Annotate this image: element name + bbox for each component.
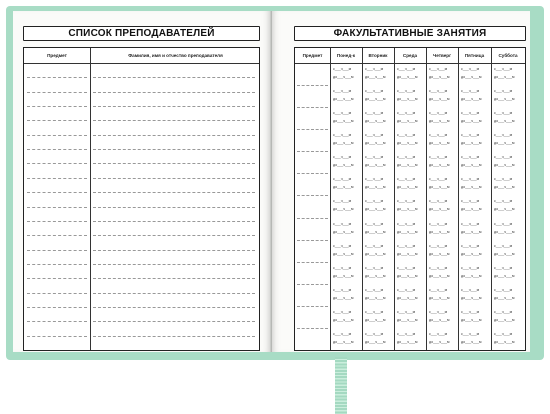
time-from-field: с___ч___м <box>429 111 448 116</box>
table-row-line <box>27 264 87 265</box>
table-row-line <box>93 235 255 236</box>
teachers-list-title: СПИСОК ПРЕПОДАВАТЕЛЕЙ <box>23 26 260 41</box>
table-row-line <box>27 163 87 164</box>
block-divider <box>297 151 328 152</box>
time-to-field: до___ч___м <box>429 119 450 124</box>
table-row-line <box>93 250 255 251</box>
table-row-line <box>27 221 87 222</box>
time-to-field: до___ч___м <box>494 185 515 190</box>
table-row-line <box>27 293 87 294</box>
time-from-field: с___ч___м <box>461 309 480 314</box>
time-from-field: с___ч___м <box>429 243 448 248</box>
time-to-field: до___ч___м <box>429 273 450 278</box>
time-to-field: до___ч___м <box>494 141 515 146</box>
left-page <box>13 11 271 352</box>
time-from-field: с___ч___м <box>494 89 513 94</box>
time-to-field: до___ч___м <box>365 229 386 234</box>
time-from-field: с___ч___м <box>397 133 416 138</box>
time-from-field: с___ч___м <box>365 133 384 138</box>
time-from-field: с___ч___м <box>461 155 480 160</box>
time-from-field: с___ч___м <box>494 67 513 71</box>
time-from-field: с___ч___м <box>365 67 384 71</box>
time-to-field: до___ч___м <box>461 295 482 300</box>
time-to-field: до___ч___м <box>333 229 354 234</box>
time-to-field: до___ч___м <box>365 295 386 300</box>
block-divider <box>297 195 328 196</box>
electives-table <box>294 47 526 351</box>
time-to-field: до___ч___м <box>397 163 418 168</box>
time-to-field: до___ч___м <box>461 207 482 212</box>
time-to-field: до___ч___м <box>397 97 418 102</box>
time-from-field: с___ч___м <box>365 331 384 336</box>
time-from-field: с___ч___м <box>494 199 513 204</box>
time-to-field: до___ч___м <box>333 295 354 300</box>
time-from-field: с___ч___м <box>397 331 416 336</box>
block-divider <box>297 262 328 263</box>
time-from-field: с___ч___м <box>494 221 513 226</box>
time-from-field: с___ч___м <box>429 265 448 270</box>
table-row-line <box>27 235 87 236</box>
time-from-field: с___ч___м <box>494 177 513 182</box>
time-to-field: до___ч___м <box>429 207 450 212</box>
time-from-field: с___ч___м <box>461 199 480 204</box>
time-from-field: с___ч___м <box>494 243 513 248</box>
time-from-field: с___ч___м <box>461 133 480 138</box>
time-to-field: до___ч___м <box>397 75 418 79</box>
time-to-field: до___ч___м <box>494 251 515 256</box>
time-to-field: до___ч___м <box>333 251 354 256</box>
time-from-field: с___ч___м <box>333 177 352 182</box>
time-to-field: до___ч___м <box>494 273 515 278</box>
time-to-field: до___ч___м <box>494 75 515 79</box>
time-from-field: с___ч___м <box>333 243 352 248</box>
time-to-field: до___ч___м <box>461 251 482 256</box>
time-to-field: до___ч___м <box>429 185 450 190</box>
time-to-field: до___ч___м <box>429 163 450 168</box>
column-header: Среда <box>402 53 418 58</box>
time-to-field: до___ч___м <box>429 317 450 322</box>
table-row-line <box>93 321 255 322</box>
time-from-field: с___ч___м <box>333 133 352 138</box>
table-row-line <box>93 307 255 308</box>
table-row-line <box>27 192 87 193</box>
time-from-field: с___ч___м <box>333 67 352 71</box>
time-to-field: до___ч___м <box>461 97 482 102</box>
time-to-field: до___ч___м <box>494 317 515 322</box>
time-to-field: до___ч___м <box>494 229 515 234</box>
time-to-field: до___ч___м <box>333 207 354 212</box>
bookmark-ribbon <box>335 357 347 414</box>
time-to-field: до___ч___м <box>461 317 482 322</box>
time-from-field: с___ч___м <box>429 133 448 138</box>
table-row-line <box>27 207 87 208</box>
time-to-field: до___ч___м <box>397 119 418 124</box>
time-from-field: с___ч___м <box>365 221 384 226</box>
time-from-field: с___ч___м <box>365 155 384 160</box>
time-to-field: до___ч___м <box>397 141 418 146</box>
time-to-field: до___ч___м <box>333 339 354 344</box>
table-row-line <box>93 207 255 208</box>
time-from-field: с___ч___м <box>429 177 448 182</box>
time-to-field: до___ч___м <box>365 185 386 190</box>
time-from-field: с___ч___м <box>461 287 480 292</box>
column-divider <box>458 48 459 350</box>
time-from-field: с___ч___м <box>397 89 416 94</box>
subject-header: Предмет <box>47 53 67 58</box>
time-from-field: с___ч___м <box>429 309 448 314</box>
time-from-field: с___ч___м <box>397 243 416 248</box>
column-divider <box>362 48 363 350</box>
time-to-field: до___ч___м <box>333 163 354 168</box>
time-to-field: до___ч___м <box>429 229 450 234</box>
time-to-field: до___ч___м <box>494 119 515 124</box>
time-from-field: с___ч___м <box>461 221 480 226</box>
column-header: Четверг <box>432 53 451 58</box>
time-from-field: с___ч___м <box>365 111 384 116</box>
table-row-line <box>27 92 87 93</box>
time-to-field: до___ч___м <box>494 163 515 168</box>
time-to-field: до___ч___м <box>365 207 386 212</box>
column-divider <box>394 48 395 350</box>
time-to-field: до___ч___м <box>365 273 386 278</box>
time-to-field: до___ч___м <box>461 339 482 344</box>
table-row-line <box>93 120 255 121</box>
column-divider <box>90 48 91 350</box>
time-to-field: до___ч___м <box>333 119 354 124</box>
time-to-field: до___ч___м <box>494 339 515 344</box>
column-header: Понед-к <box>336 53 356 58</box>
time-to-field: до___ч___м <box>429 251 450 256</box>
table-row-line <box>93 135 255 136</box>
table-row-line <box>93 278 255 279</box>
column-divider <box>491 48 492 350</box>
time-from-field: с___ч___м <box>365 199 384 204</box>
time-to-field: до___ч___м <box>365 317 386 322</box>
block-divider <box>297 306 328 307</box>
table-row-line <box>93 92 255 93</box>
table-row-line <box>93 293 255 294</box>
time-from-field: с___ч___м <box>461 67 480 71</box>
time-to-field: до___ч___м <box>494 97 515 102</box>
time-to-field: до___ч___м <box>365 119 386 124</box>
table-row-line <box>93 106 255 107</box>
time-from-field: с___ч___м <box>397 287 416 292</box>
header-divider <box>24 63 259 64</box>
time-to-field: до___ч___м <box>494 207 515 212</box>
time-to-field: до___ч___м <box>365 141 386 146</box>
time-from-field: с___ч___м <box>461 177 480 182</box>
table-row-line <box>93 264 255 265</box>
column-divider <box>330 48 331 350</box>
column-header: Суббота <box>498 53 518 58</box>
time-to-field: до___ч___м <box>461 163 482 168</box>
electives-title: ФАКУЛЬТАТИВНЫЕ ЗАНЯТИЯ <box>294 26 526 41</box>
right-page <box>272 11 530 352</box>
time-from-field: с___ч___м <box>429 67 448 71</box>
time-to-field: до___ч___м <box>461 273 482 278</box>
time-to-field: до___ч___м <box>429 295 450 300</box>
table-row-line <box>27 178 87 179</box>
time-from-field: с___ч___м <box>429 89 448 94</box>
time-to-field: до___ч___м <box>397 251 418 256</box>
time-to-field: до___ч___м <box>461 185 482 190</box>
block-divider <box>297 218 328 219</box>
time-to-field: до___ч___м <box>429 339 450 344</box>
time-from-field: с___ч___м <box>397 111 416 116</box>
table-row-line <box>27 135 87 136</box>
table-row-line <box>93 192 255 193</box>
time-to-field: до___ч___м <box>397 229 418 234</box>
table-row-line <box>27 336 87 337</box>
time-from-field: с___ч___м <box>365 287 384 292</box>
column-header: Вторник <box>368 53 388 58</box>
time-to-field: до___ч___м <box>397 317 418 322</box>
time-from-field: с___ч___м <box>494 331 513 336</box>
time-from-field: с___ч___м <box>429 287 448 292</box>
time-from-field: с___ч___м <box>397 221 416 226</box>
column-header: Пятница <box>464 53 485 58</box>
table-row-line <box>27 106 87 107</box>
time-from-field: с___ч___м <box>333 265 352 270</box>
block-divider <box>297 85 328 86</box>
time-from-field: с___ч___м <box>494 309 513 314</box>
time-from-field: с___ч___м <box>365 243 384 248</box>
time-to-field: до___ч___м <box>333 185 354 190</box>
time-from-field: с___ч___м <box>429 221 448 226</box>
table-row-line <box>93 163 255 164</box>
block-divider <box>297 284 328 285</box>
time-from-field: с___ч___м <box>333 221 352 226</box>
time-from-field: с___ч___м <box>397 177 416 182</box>
time-to-field: до___ч___м <box>461 75 482 79</box>
table-row-line <box>93 178 255 179</box>
table-row-line <box>27 278 87 279</box>
time-to-field: до___ч___м <box>365 251 386 256</box>
time-to-field: до___ч___м <box>397 185 418 190</box>
time-from-field: с___ч___м <box>429 155 448 160</box>
time-from-field: с___ч___м <box>494 155 513 160</box>
time-to-field: до___ч___м <box>365 339 386 344</box>
time-to-field: до___ч___м <box>333 141 354 146</box>
time-to-field: до___ч___м <box>397 339 418 344</box>
column-header: Предмет <box>302 53 323 58</box>
time-from-field: с___ч___м <box>333 331 352 336</box>
time-from-field: с___ч___м <box>365 265 384 270</box>
time-from-field: с___ч___м <box>365 177 384 182</box>
time-from-field: с___ч___м <box>397 199 416 204</box>
time-to-field: до___ч___м <box>461 141 482 146</box>
block-divider <box>297 173 328 174</box>
time-to-field: до___ч___м <box>397 207 418 212</box>
time-from-field: с___ч___м <box>365 89 384 94</box>
time-from-field: с___ч___м <box>494 287 513 292</box>
time-from-field: с___ч___м <box>397 67 416 71</box>
table-row-line <box>27 250 87 251</box>
block-divider <box>297 129 328 130</box>
time-from-field: с___ч___м <box>494 265 513 270</box>
time-from-field: с___ч___м <box>333 309 352 314</box>
time-to-field: до___ч___м <box>333 317 354 322</box>
time-to-field: до___ч___м <box>333 97 354 102</box>
time-from-field: с___ч___м <box>333 89 352 94</box>
time-from-field: с___ч___м <box>429 199 448 204</box>
table-row-line <box>93 149 255 150</box>
time-from-field: с___ч___м <box>365 309 384 314</box>
time-from-field: с___ч___м <box>494 111 513 116</box>
time-to-field: до___ч___м <box>461 229 482 234</box>
table-row-line <box>27 120 87 121</box>
time-from-field: с___ч___м <box>397 309 416 314</box>
time-from-field: с___ч___м <box>461 265 480 270</box>
time-from-field: с___ч___м <box>494 133 513 138</box>
time-to-field: до___ч___м <box>429 75 450 79</box>
time-from-field: с___ч___м <box>333 155 352 160</box>
block-divider <box>297 107 328 108</box>
time-from-field: с___ч___м <box>333 199 352 204</box>
time-to-field: до___ч___м <box>397 295 418 300</box>
table-row-line <box>93 77 255 78</box>
time-to-field: до___ч___м <box>397 273 418 278</box>
table-row-line <box>27 149 87 150</box>
table-row-line <box>93 336 255 337</box>
time-from-field: с___ч___м <box>461 89 480 94</box>
time-from-field: с___ч___м <box>397 155 416 160</box>
time-to-field: до___ч___м <box>365 163 386 168</box>
time-to-field: до___ч___м <box>461 119 482 124</box>
block-divider <box>297 328 328 329</box>
time-from-field: с___ч___м <box>397 265 416 270</box>
teachers-table <box>23 47 260 351</box>
time-from-field: с___ч___м <box>461 243 480 248</box>
time-from-field: с___ч___м <box>461 331 480 336</box>
time-from-field: с___ч___м <box>429 331 448 336</box>
time-to-field: до___ч___м <box>365 97 386 102</box>
time-to-field: до___ч___м <box>494 295 515 300</box>
time-to-field: до___ч___м <box>429 141 450 146</box>
teacher-name-header: Фамилия, имя и отчество преподавателя <box>128 53 223 58</box>
time-from-field: с___ч___м <box>461 111 480 116</box>
time-to-field: до___ч___м <box>365 75 386 79</box>
time-to-field: до___ч___м <box>333 273 354 278</box>
block-divider <box>297 240 328 241</box>
time-to-field: до___ч___м <box>333 75 354 79</box>
time-to-field: до___ч___м <box>429 97 450 102</box>
time-from-field: с___ч___м <box>333 287 352 292</box>
table-row-line <box>27 77 87 78</box>
table-row-line <box>27 321 87 322</box>
table-row-line <box>93 221 255 222</box>
column-divider <box>426 48 427 350</box>
table-row-line <box>27 307 87 308</box>
time-from-field: с___ч___м <box>333 111 352 116</box>
